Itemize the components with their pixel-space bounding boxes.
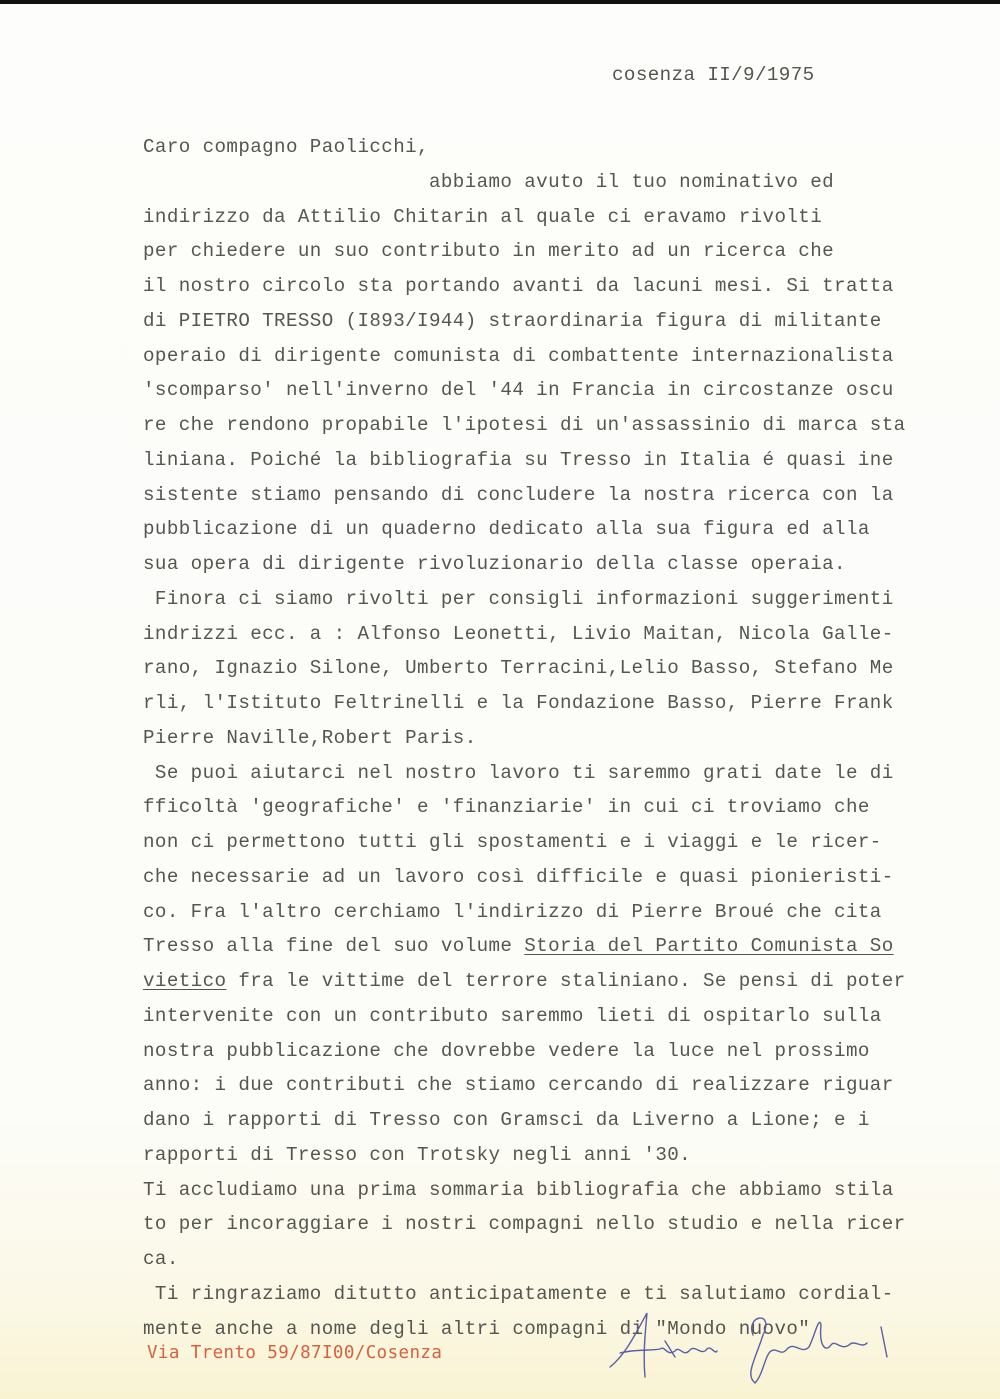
letter-line — [143, 1074, 894, 1096]
letter-line — [143, 345, 894, 367]
line-text: fficoltà 'geografiche' e 'finanziarie' in cui ci troviamo che — [143, 796, 870, 819]
letter-line — [143, 623, 894, 645]
line-text: rli, l'Istituto Feltrinelli e la Fondazione Basso, Pierre Frank — [143, 692, 894, 714]
letter-line — [143, 727, 477, 749]
line-text: Se puoi aiutarci nel nostro lavoro ti saremmo grati date le di — [143, 761, 894, 784]
letter-line — [143, 310, 882, 332]
letter-line — [143, 136, 429, 158]
letter-line — [143, 1005, 882, 1027]
letter-line — [143, 1179, 894, 1201]
letter-line — [143, 414, 906, 436]
letter-line — [143, 1283, 894, 1305]
line-text: di PIETRO TRESSO (I893/I944) straordinaria figura di militante — [143, 309, 882, 332]
line-text: rapporti di Tresso con Trotsky negli anni '30. — [143, 1143, 692, 1166]
line-text: sistente stiamo pensando di concludere la nostra ricerca con la — [143, 483, 894, 506]
line-text: ca. — [143, 1248, 179, 1270]
letter-line — [143, 657, 894, 679]
handwritten-signature — [605, 1305, 905, 1385]
line-text: 'scomparso' nell'inverno del '44 in Francia in circostanze oscu — [143, 379, 894, 402]
letter-line — [143, 484, 894, 506]
letter-line — [143, 866, 894, 888]
letter-line — [143, 901, 882, 923]
letter-line — [143, 762, 894, 784]
letter-line — [143, 275, 894, 297]
letter-line — [143, 692, 894, 714]
line-text: che necessarie ad un lavoro così difficile e quasi pionieristi- — [143, 865, 894, 888]
underlined-title: Storia del Partito Comunista So — [524, 935, 894, 958]
line-text: liniana. Poiché la bibliografia su Tresso in Italia é quasi ine — [143, 448, 894, 471]
line-text: co. Fra l'altro cerchiamo l'indirizzo di Pierre Broué che cita — [143, 900, 882, 923]
line-text: Ti ringraziamo ditutto anticipatamente e ti salutiamo cordial- — [143, 1282, 894, 1305]
letter-line — [143, 970, 906, 992]
line-text: sua opera di dirigente rivoluzionario della classe operaia. — [143, 553, 846, 575]
line-text: rano, Ignazio Silone, Umberto Terracini,Lelio Basso, Stefano Me — [143, 657, 894, 680]
letter-line — [143, 831, 882, 853]
line-text: intervenite con un contributo saremmo lieti di ospitarlo sulla — [143, 1004, 882, 1027]
letter-line — [143, 588, 894, 610]
line-text: fra le vittime del terrore staliniano. Se pensi di poter — [226, 970, 906, 992]
line-text: abbiamo avuto il tuo nominativo ed — [143, 170, 835, 193]
line-text: operaio di dirigente comunista di combattente internazionalista — [143, 344, 894, 367]
letter-line — [143, 449, 894, 471]
line-text: Tresso alla fine del suo volume — [143, 935, 525, 958]
letter-line — [143, 1144, 691, 1166]
letter-line — [143, 518, 870, 540]
line-text: to per incoraggiare i nostri compagni nello studio e nella ricer — [143, 1213, 906, 1236]
letter-line — [143, 206, 822, 228]
line-text: mente anche a nome degli altri compagni di "Mondo nuovo" — [143, 1317, 811, 1340]
sender-address-stamp: Via Trento 59/87I00/Cosenza — [147, 1343, 443, 1363]
line-text: Finora ci siamo rivolti per consigli informazioni suggerimenti — [143, 587, 894, 610]
line-text: il nostro circolo sta portando avanti da lacuni mesi. Si tratta — [143, 275, 894, 297]
letter-line — [143, 935, 894, 957]
letter-date: cosenza II/9/1975 — [612, 64, 815, 86]
line-text: indrizzi ecc. a : Alfonso Leonetti, Livio Maitan, Nicola Galle- — [143, 622, 894, 645]
line-text: anno: i due contributi che stiamo cercando di realizzare riguar — [143, 1074, 894, 1097]
letter-line — [143, 553, 846, 575]
line-text: indirizzo da Attilio Chitarin al quale ci eravamo rivolti — [143, 205, 823, 228]
line-text: Pierre Naville,Robert Paris. — [143, 726, 477, 749]
letter-line — [143, 379, 894, 401]
line-text: pubblicazione di un quaderno dedicato alla sua figura ed alla — [143, 518, 870, 541]
letter-line — [143, 796, 870, 818]
line-text: non ci permettono tutti gli spostamenti e i viaggi e le ricer- — [143, 831, 882, 853]
line-text: Ti accludiamo una prima sommaria bibliografia che abbiamo stila — [143, 1178, 894, 1201]
letter-line — [143, 1109, 870, 1131]
line-text: per chiedere un suo contributo in merito ad un ricerca che — [143, 240, 835, 263]
letter-line — [143, 1040, 870, 1062]
scan-edge — [0, 0, 1000, 4]
underlined-title: vietico — [143, 970, 227, 992]
letter-line — [143, 240, 834, 262]
letter-line — [143, 1213, 906, 1235]
line-text: Caro compagno Paolicchi, — [143, 136, 429, 158]
line-text: nostra pubblicazione che dovrebbe vedere la luce nel prossimo — [143, 1039, 870, 1062]
line-text: dano i rapporti di Tresso con Gramsci da Liverno a Lione; e i — [143, 1109, 870, 1131]
letter-line — [143, 1248, 179, 1270]
line-text: re che rendono propabile l'ipotesi di un'assassinio di marca sta — [143, 414, 906, 436]
letter-line — [143, 171, 834, 193]
